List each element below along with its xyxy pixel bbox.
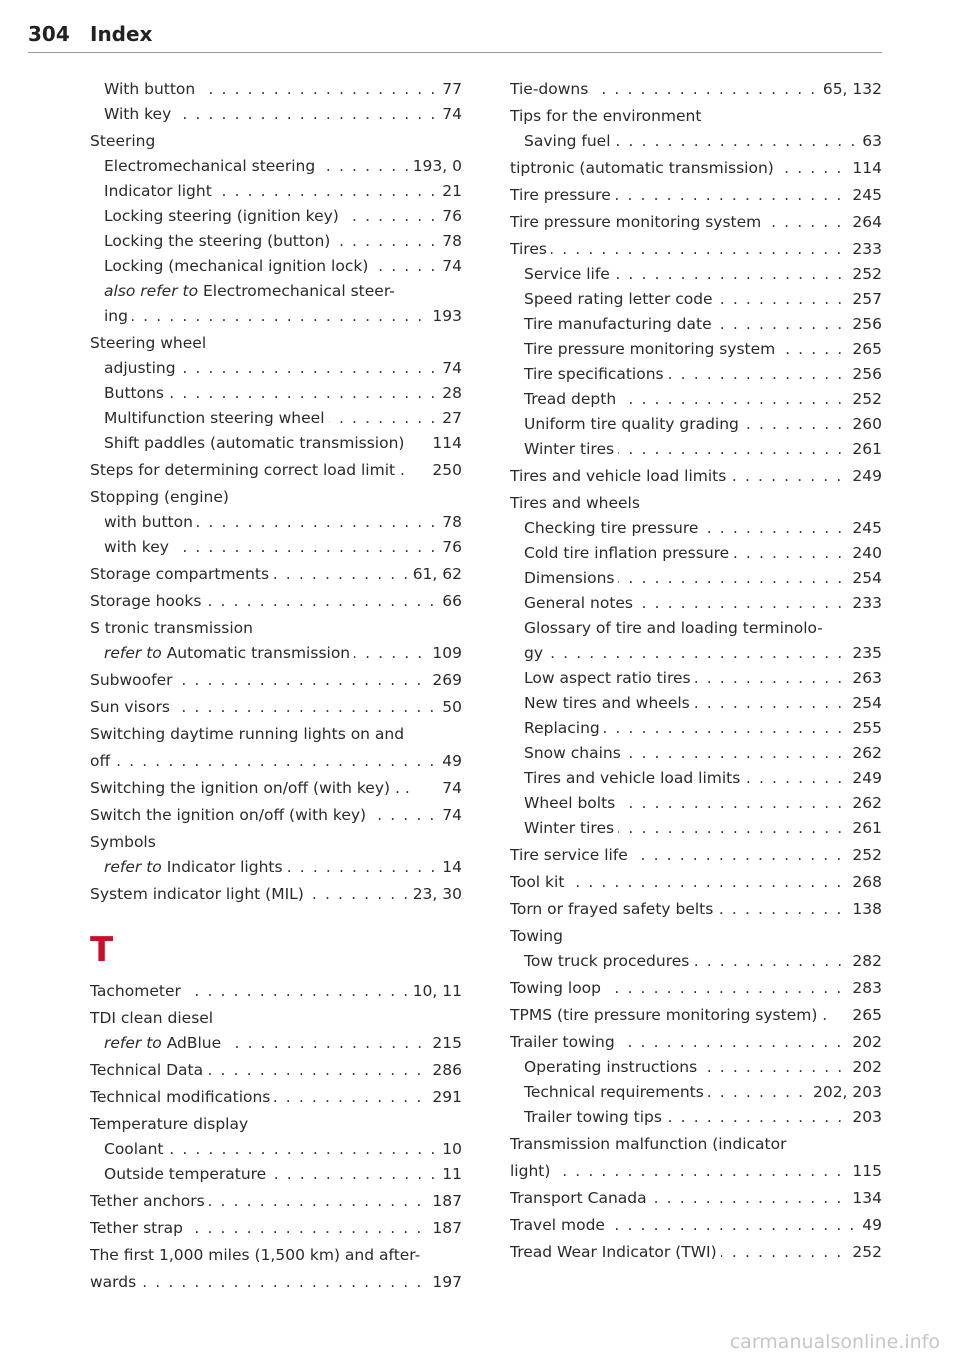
index-term: Trailer towing tips — [524, 1108, 662, 1126]
index-entry — [510, 1003, 882, 1028]
index-page-ref: 23, 30 — [409, 882, 462, 907]
index-entry — [510, 1240, 882, 1265]
index-entry — [510, 1055, 882, 1080]
index-entry — [510, 516, 882, 541]
index-page-ref: 256 — [848, 312, 882, 337]
index-entry — [510, 591, 882, 616]
index-page-ref: 233 — [848, 237, 882, 262]
index-heading — [510, 491, 882, 516]
index-term: Locking (mechanical ignition lock) — [104, 257, 369, 275]
index-term: Checking tire pressure — [524, 519, 699, 537]
index-entry — [90, 803, 462, 828]
index-term: With button — [104, 80, 196, 98]
index-entry — [510, 412, 882, 437]
index-page-ref: 235 — [848, 641, 882, 666]
index-page-ref: 77 — [438, 77, 462, 102]
index-term: Steering — [90, 132, 156, 150]
index-term: Travel mode — [510, 1216, 605, 1234]
index-entry — [90, 381, 462, 406]
index-term: AdBlue — [161, 1034, 222, 1052]
index-page-ref: 249 — [848, 464, 882, 489]
index-entry — [510, 741, 882, 766]
index-entry — [510, 129, 882, 154]
index-page-ref: 115 — [848, 1159, 882, 1184]
index-term: Tires and wheels — [510, 494, 640, 512]
index-term: Storage compartments — [90, 565, 270, 583]
index-term: Transport Canada — [510, 1189, 647, 1207]
index-entry — [510, 337, 882, 362]
index-entry — [90, 304, 462, 329]
index-entry — [510, 387, 882, 412]
index-entry — [510, 156, 882, 181]
index-page-ref: 197 — [428, 1270, 462, 1295]
index-page-ref: 252 — [848, 1240, 882, 1265]
index-entry — [510, 237, 882, 262]
index-term: Coolant — [104, 1140, 164, 1158]
index-term: Sun visors — [90, 698, 170, 716]
index-page-ref: 61, 62 — [409, 562, 462, 587]
index-page-ref: 21 — [438, 179, 462, 204]
index-page-ref: 245 — [848, 516, 882, 541]
index-term: Electromechanical steer- — [198, 282, 395, 300]
index-page-ref: 76 — [438, 535, 462, 560]
index-entry — [90, 229, 462, 254]
index-term: Tire pressure monitoring system — [510, 213, 762, 231]
index-entry — [510, 210, 882, 235]
index-term: Stopping (engine) — [90, 488, 229, 506]
index-term: Technical modifications — [90, 1088, 271, 1106]
index-term: adjusting — [104, 359, 176, 377]
index-entry — [90, 406, 462, 431]
index-term: Tie-downs — [510, 80, 589, 98]
index-page-ref: 252 — [848, 262, 882, 287]
index-term: Temperature display — [90, 1115, 249, 1133]
index-entry — [510, 287, 882, 312]
index-term: Tread depth — [524, 390, 617, 408]
index-page-ref: 49 — [438, 749, 462, 774]
index-page-ref: 193, 0 — [409, 154, 462, 179]
index-term: Electromechanical steering — [104, 157, 316, 175]
index-term: Winter tires — [524, 440, 615, 458]
index-entry — [510, 312, 882, 337]
index-column-right — [510, 77, 882, 1265]
index-entry — [90, 1137, 462, 1162]
index-heading — [510, 104, 882, 129]
index-term: Shift paddles (automatic transmission) — [104, 434, 405, 452]
index-term: With key — [104, 105, 172, 123]
index-entry — [510, 641, 882, 666]
index-entry — [510, 766, 882, 791]
index-page-ref: 283 — [848, 976, 882, 1001]
index-page-ref: 14 — [438, 855, 462, 880]
index-term: Tether anchors — [90, 1192, 205, 1210]
index-term: Glossary of tire and loading terminolo- — [524, 619, 823, 637]
index-heading — [90, 1112, 462, 1137]
index-term: Replacing — [524, 719, 600, 737]
index-entry — [510, 976, 882, 1001]
index-term: Winter tires — [524, 819, 615, 837]
index-entry — [510, 897, 882, 922]
index-page-ref: 256 — [848, 362, 882, 387]
index-entry — [510, 716, 882, 741]
index-page-ref: 286 — [428, 1058, 462, 1083]
index-term: Buttons — [104, 384, 164, 402]
index-term: Multifunction steering wheel — [104, 409, 325, 427]
index-heading — [90, 485, 462, 510]
index-heading — [90, 331, 462, 356]
index-entry — [510, 843, 882, 868]
index-page-ref: 10 — [438, 1137, 462, 1162]
index-term: Switching the ignition on/off (with key) . . — [90, 779, 410, 797]
index-entry — [510, 666, 882, 691]
index-page-ref: 74 — [438, 102, 462, 127]
watermark: carmanualsonline.info — [729, 1331, 940, 1353]
index-page-ref: 265 — [848, 337, 882, 362]
index-term: Tire manufacturing date — [524, 315, 712, 333]
index-term: General notes — [524, 594, 634, 612]
index-entry — [510, 437, 882, 462]
index-term: Tire service life — [510, 846, 628, 864]
index-entry — [90, 179, 462, 204]
index-entry — [510, 870, 882, 895]
index-page-ref: 254 — [848, 691, 882, 716]
index-entry — [510, 1030, 882, 1055]
index-entry — [90, 510, 462, 535]
index-entry — [90, 562, 462, 587]
index-heading — [90, 616, 462, 641]
index-page-ref: 74 — [438, 803, 462, 828]
index-page-ref: 254 — [848, 566, 882, 591]
index-entry — [510, 1080, 882, 1105]
index-page-ref: 203 — [848, 1105, 882, 1130]
index-page-ref: 114 — [428, 431, 462, 456]
index-term: Low aspect ratio tires — [524, 669, 691, 687]
index-page-ref: 240 — [848, 541, 882, 566]
index-term: Locking steering (ignition key) — [104, 207, 339, 225]
index-page-ref: 202 — [848, 1030, 882, 1055]
index-page-ref: 202 — [848, 1055, 882, 1080]
index-page-ref: 264 — [848, 210, 882, 235]
index-term: Saving fuel — [524, 132, 611, 150]
index-term: gy — [524, 644, 544, 662]
index-term: TDI clean diesel — [90, 1009, 214, 1027]
index-page-ref: 74 — [438, 776, 462, 801]
index-term: Storage hooks — [90, 592, 202, 610]
index-page-ref: 78 — [438, 510, 462, 535]
index-page-ref: 255 — [848, 716, 882, 741]
index-term: S tronic transmission — [90, 619, 253, 637]
index-page-ref: 50 — [438, 695, 462, 720]
index-term: Switch the ignition on/off (with key) — [90, 806, 367, 824]
index-entry — [510, 77, 882, 102]
index-heading — [510, 924, 882, 949]
index-entry — [90, 254, 462, 279]
index-page-ref: 114 — [848, 156, 882, 181]
index-entry — [90, 102, 462, 127]
index-page-ref: 134 — [848, 1186, 882, 1211]
cross-reference-label: refer to — [104, 858, 162, 876]
index-term: Steps for determining correct load limit . — [90, 461, 405, 479]
index-term: System indicator light (MIL) — [90, 885, 304, 903]
index-term: with button — [104, 513, 193, 531]
index-term: Steering wheel — [90, 334, 207, 352]
index-entry — [90, 776, 462, 801]
header-divider — [28, 52, 882, 53]
index-entry — [90, 535, 462, 560]
index-term: Tires and vehicle load limits — [524, 769, 741, 787]
index-letter-heading: T — [90, 930, 114, 970]
index-term: Tire pressure — [510, 186, 611, 204]
index-term: Operating instructions — [524, 1058, 698, 1076]
index-page-ref: 187 — [428, 1189, 462, 1214]
index-entry — [90, 1162, 462, 1187]
index-term: Subwoofer — [90, 671, 173, 689]
section-title: Index — [90, 22, 153, 46]
index-entry — [90, 695, 462, 720]
index-term: Trailer towing — [510, 1033, 615, 1051]
index-page-ref: 74 — [438, 356, 462, 381]
cross-reference-label: also refer to — [104, 282, 199, 300]
index-term: Tires and vehicle load limits — [510, 467, 727, 485]
index-entry — [510, 183, 882, 208]
index-term: Transmission malfunction (indicator — [510, 1135, 787, 1153]
index-entry — [90, 458, 462, 483]
index-entry — [90, 77, 462, 102]
index-term: Tread Wear Indicator (TWI) — [510, 1243, 717, 1261]
index-page-ref: 252 — [848, 843, 882, 868]
index-page-ref: 138 — [848, 897, 882, 922]
index-page-ref: 193 — [428, 304, 462, 329]
index-term: The first 1,000 miles (1,500 km) and after- — [90, 1246, 421, 1264]
index-term: Tachometer — [90, 982, 181, 1000]
index-term: Uniform tire quality grading — [524, 415, 739, 433]
index-entry — [510, 362, 882, 387]
index-term: ing — [104, 307, 128, 325]
index-term: Wheel bolts — [524, 794, 616, 812]
index-entry — [90, 979, 462, 1004]
index-entry — [90, 668, 462, 693]
index-heading — [90, 1006, 462, 1031]
index-page-ref: 76 — [438, 204, 462, 229]
index-page-ref: 282 — [848, 949, 882, 974]
index-entry — [90, 882, 462, 907]
index-page-ref: 66 — [438, 589, 462, 614]
index-page-ref: 11 — [438, 1162, 462, 1187]
index-heading — [90, 279, 462, 304]
index-term: Locking the steering (button) — [104, 232, 331, 250]
index-page-ref: 268 — [848, 870, 882, 895]
index-page-ref: 202, 203 — [809, 1080, 882, 1105]
index-term: Towing — [510, 927, 563, 945]
index-page-ref: 269 — [428, 668, 462, 693]
index-term: Snow chains — [524, 744, 621, 762]
index-page-ref: 261 — [848, 437, 882, 462]
index-entry — [510, 791, 882, 816]
index-term: off — [90, 752, 111, 770]
index-term: tiptronic (automatic transmission) — [510, 159, 774, 177]
index-term: New tires and wheels — [524, 694, 690, 712]
index-heading — [510, 616, 882, 641]
index-page-ref: 78 — [438, 229, 462, 254]
index-entry — [90, 154, 462, 179]
index-page-ref: 262 — [848, 741, 882, 766]
index-entry — [90, 1216, 462, 1241]
index-entry — [90, 1270, 462, 1295]
index-page-ref: 10, 11 — [409, 979, 462, 1004]
index-heading — [90, 830, 462, 855]
index-page-ref: 249 — [848, 766, 882, 791]
index-page-ref: 265 — [848, 1003, 882, 1028]
index-entry — [90, 1189, 462, 1214]
index-page-ref: 109 — [428, 641, 462, 666]
index-entry — [510, 1159, 882, 1184]
index-heading — [90, 722, 462, 747]
index-term: TPMS (tire pressure monitoring system) . — [510, 1006, 828, 1024]
index-page-ref: 28 — [438, 381, 462, 406]
index-entry — [90, 589, 462, 614]
index-term: Technical requirements — [524, 1083, 704, 1101]
index-term: Symbols — [90, 833, 156, 851]
page-header — [28, 22, 882, 52]
index-page-ref: 65, 132 — [819, 77, 882, 102]
index-page-ref: 257 — [848, 287, 882, 312]
index-page-ref: 233 — [848, 591, 882, 616]
index-term: Technical Data — [90, 1061, 204, 1079]
index-term: Tool kit — [510, 873, 565, 891]
index-entry — [90, 356, 462, 381]
index-entry — [90, 431, 462, 456]
index-term: Tire pressure monitoring system — [524, 340, 776, 358]
index-heading — [90, 1243, 462, 1268]
index-entry — [510, 816, 882, 841]
page-number: 304 — [28, 22, 70, 46]
index-entry — [510, 1213, 882, 1238]
index-term: Dimensions — [524, 569, 615, 587]
index-entry — [90, 1085, 462, 1110]
index-entry — [510, 566, 882, 591]
index-term: wards — [90, 1273, 137, 1291]
index-term: Cold tire inflation pressure — [524, 544, 730, 562]
cross-reference-label: refer to — [104, 1034, 162, 1052]
index-term: Switching daytime running lights on and — [90, 725, 405, 743]
index-term: Tire specifications — [524, 365, 664, 383]
index-term: Tips for the environment — [510, 107, 702, 125]
index-page-ref: 262 — [848, 791, 882, 816]
index-entry — [510, 1186, 882, 1211]
index-term: Torn or frayed safety belts — [510, 900, 714, 918]
index-entry — [90, 749, 462, 774]
index-page-ref: 215 — [428, 1031, 462, 1056]
index-term: Speed rating letter code — [524, 290, 713, 308]
index-page-ref: 252 — [848, 387, 882, 412]
index-term: Outside temperature — [104, 1165, 267, 1183]
index-term: with key — [104, 538, 169, 556]
index-entry — [90, 1031, 462, 1056]
index-term: light) — [510, 1162, 551, 1180]
index-page-ref: 74 — [438, 254, 462, 279]
index-heading — [90, 129, 462, 154]
index-term: Indicator lights — [161, 858, 283, 876]
index-page-ref: 245 — [848, 183, 882, 208]
index-page-ref: 260 — [848, 412, 882, 437]
index-page-ref: 27 — [438, 406, 462, 431]
index-page-ref: 49 — [858, 1213, 882, 1238]
cross-reference-label: refer to — [104, 644, 162, 662]
index-page-ref: 261 — [848, 816, 882, 841]
index-entry — [510, 1105, 882, 1130]
index-term: Automatic transmission — [161, 644, 351, 662]
index-term: Indicator light — [104, 182, 212, 200]
index-entry — [510, 464, 882, 489]
index-entry — [90, 641, 462, 666]
index-entry — [510, 541, 882, 566]
index-term: Tow truck procedures — [524, 952, 690, 970]
index-term: Service life — [524, 265, 610, 283]
index-entry — [510, 262, 882, 287]
index-term: Tires — [510, 240, 547, 258]
index-entry — [510, 949, 882, 974]
index-column-left — [90, 77, 462, 1295]
index-page-ref: 263 — [848, 666, 882, 691]
index-heading — [510, 1132, 882, 1157]
index-page-ref: 187 — [428, 1216, 462, 1241]
index-page-ref: 250 — [428, 458, 462, 483]
index-entry — [90, 204, 462, 229]
index-entry — [90, 1058, 462, 1083]
index-term: Towing loop — [510, 979, 602, 997]
index-page-ref: 291 — [428, 1085, 462, 1110]
index-page-ref: 63 — [858, 129, 882, 154]
index-term: Tether strap — [90, 1219, 183, 1237]
index-entry — [510, 691, 882, 716]
index-entry — [90, 855, 462, 880]
